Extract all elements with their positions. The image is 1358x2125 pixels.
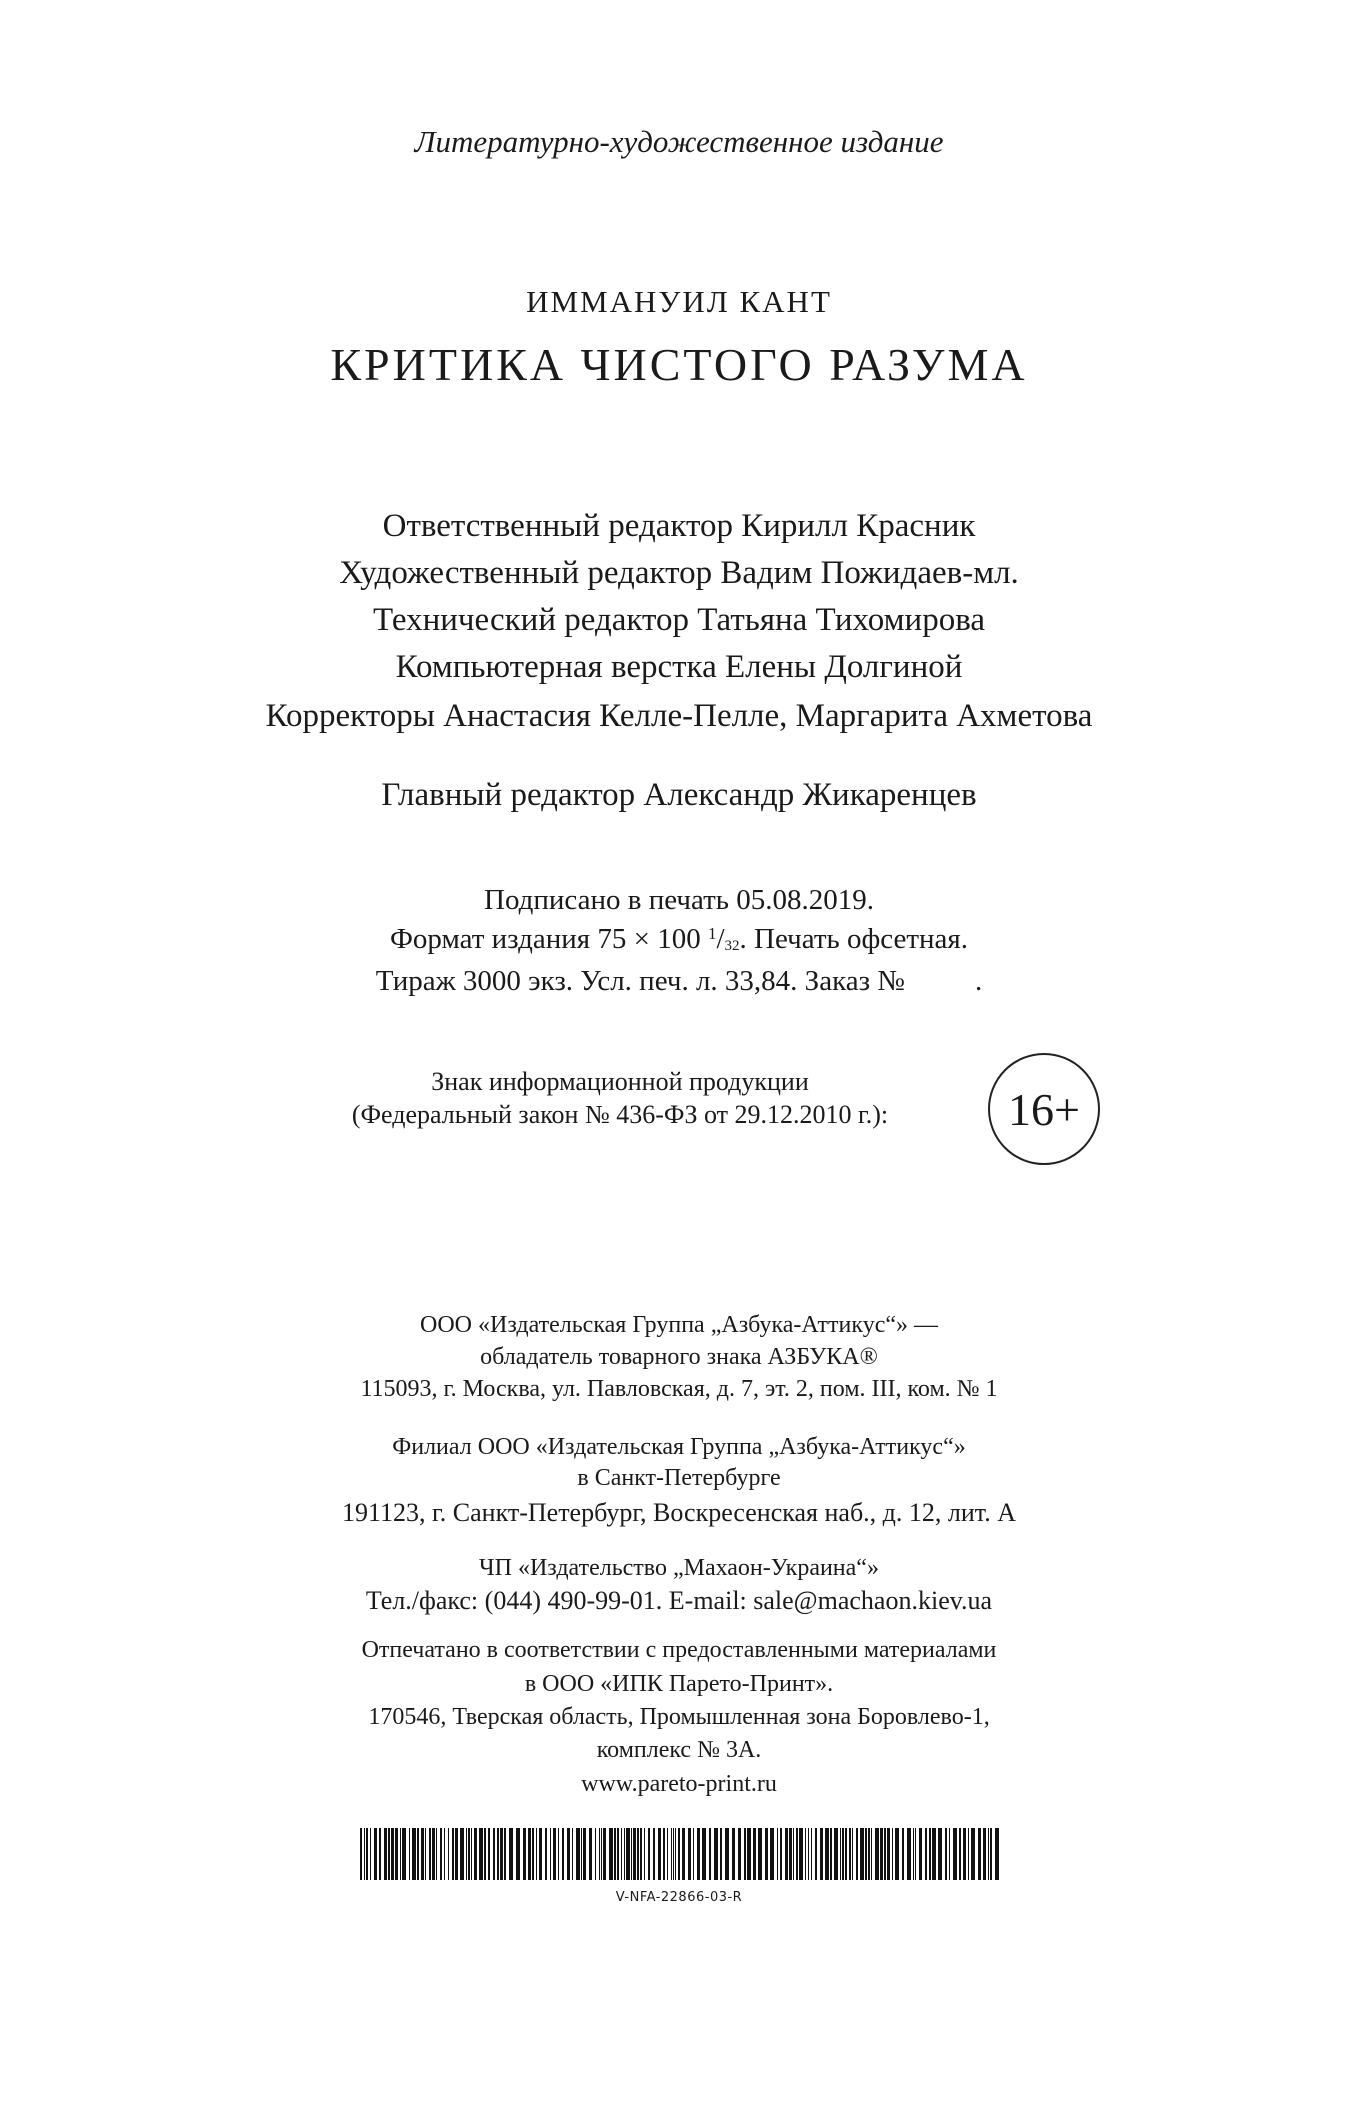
barcode-bar [770, 1828, 774, 1880]
barcode-bar [744, 1828, 746, 1880]
barcode-bar [553, 1828, 556, 1880]
print-format-denominator: 32 [724, 938, 740, 954]
print-signed-date: Подписано в печать 05.08.2019. [484, 884, 874, 916]
barcode-bar [488, 1828, 490, 1880]
barcode-bar [702, 1828, 706, 1880]
barcode-bar [725, 1828, 729, 1880]
credit-layout: Компьютерная верстка Елены Долгиной [395, 649, 963, 685]
barcode-bar [995, 1828, 999, 1880]
barcode-bar [793, 1828, 794, 1880]
barcode-bar [693, 1828, 694, 1880]
barcode-bar [523, 1828, 526, 1880]
barcode-bar [971, 1828, 975, 1880]
barcode-bar [516, 1828, 520, 1880]
print-circulation [0, 967, 1358, 996]
print-format: Формат издания 75 × 100 $^1$/32. Печать офсетная. [389, 923, 969, 955]
barcode-bar [379, 1828, 381, 1880]
barcode-bar [440, 1828, 442, 1880]
barcode-bar [963, 1828, 966, 1880]
barcode-bar [562, 1828, 564, 1880]
barcode-bar [796, 1828, 798, 1880]
credit-technical-editor: Технический редактор Татьяна Тихомирова [372, 602, 985, 638]
publisher-line-2: обладатель товарного знака АЗБУКА® [480, 1344, 878, 1370]
barcode-bar [907, 1828, 911, 1880]
barcode-bar [789, 1828, 792, 1880]
barcode-bar [919, 1828, 922, 1880]
credit-chief-editor: Главный редактор Александр Жикаренцев [381, 777, 977, 813]
barcode-bar [460, 1828, 464, 1880]
barcode-bar [887, 1828, 890, 1880]
barcode-bar [765, 1828, 768, 1880]
barcode-bar [852, 1828, 853, 1880]
barcode-bar [902, 1828, 904, 1880]
branch-line-1: Филиал ООО «Издательская Группа „Азбука-Аттикус“» [392, 1434, 966, 1460]
barcode-bar [366, 1828, 368, 1880]
barcode-bar [509, 1828, 513, 1880]
print-format-suffix: . Печать офсетная. [739, 923, 969, 955]
barcode-bar [747, 1828, 751, 1880]
barcode-bar [732, 1828, 735, 1880]
barcode-bar [539, 1828, 542, 1880]
barcode-bar [868, 1828, 870, 1880]
barcode-bar [671, 1828, 672, 1880]
barcode-bar [412, 1828, 416, 1880]
genre-label: Литературно-художественное издание [414, 124, 944, 159]
printer-line-1: Отпечатано в соответствии с предоставленными материалами [361, 1637, 997, 1663]
barcode-bar [468, 1828, 470, 1880]
barcode-bar [932, 1828, 936, 1880]
barcode-bar [808, 1828, 809, 1880]
ukraine-contacts: Тел./факс: (044) 490-99-01. E-mail: sale@machaon.kiev.ua [365, 1586, 993, 1615]
barcode-bar [697, 1828, 700, 1880]
barcode-bar [653, 1828, 655, 1880]
barcode-bar [871, 1828, 872, 1880]
barcode-bar [758, 1828, 762, 1880]
printer-line-2: в ООО «ИПК Парето-Принт». [524, 1671, 834, 1697]
barcode-bar [474, 1828, 477, 1880]
barcode-bar [929, 1828, 931, 1880]
barcode-bar [860, 1828, 864, 1880]
barcode-bar [550, 1828, 551, 1880]
barcode-bar [583, 1828, 586, 1880]
branch-address: 191123, г. Санкт-Петербург, Воскресенская наб., д. 12, лит. А [342, 1498, 1016, 1527]
barcode-bar [938, 1828, 942, 1880]
barcode-bar [417, 1828, 419, 1880]
barcode-bar [640, 1828, 642, 1880]
barcode-bar [830, 1828, 832, 1880]
barcode-bar [688, 1828, 691, 1880]
barcode-bar [675, 1828, 676, 1880]
publisher-line-1: ООО «Издательская Группа „Азбука-Аттикус“» — [420, 1312, 938, 1338]
barcode-bar [621, 1828, 622, 1880]
barcode-bar [432, 1828, 435, 1880]
barcode-bar [799, 1828, 803, 1880]
barcode-bar [388, 1828, 390, 1880]
barcode-bar [471, 1828, 472, 1880]
barcode-bar [953, 1828, 957, 1880]
barcode-bar [493, 1828, 495, 1880]
barcode-bar [709, 1828, 711, 1880]
age-rating-badge [988, 1053, 1100, 1165]
barcode-bar [880, 1828, 883, 1880]
barcode-bar [988, 1828, 989, 1880]
barcode-image [360, 1828, 1000, 1880]
barcode-bar [436, 1828, 437, 1880]
barcode-bar [603, 1828, 606, 1880]
barcode-bar [532, 1828, 534, 1880]
barcode-bar [617, 1828, 619, 1880]
barcode-bar [370, 1828, 371, 1880]
barcode-bar [738, 1828, 741, 1880]
barcode-bar [811, 1828, 812, 1880]
barcode-bar [658, 1828, 661, 1880]
barcode-bar [558, 1828, 559, 1880]
barcode-bar [842, 1828, 844, 1880]
barcode-bar [945, 1828, 947, 1880]
barcode-bar [849, 1828, 851, 1880]
barcode-bar [820, 1828, 823, 1880]
age-rating-label-line1: Знак информационной продукции [431, 1067, 809, 1096]
barcode-bar [567, 1828, 570, 1880]
barcode-bar [785, 1828, 788, 1880]
barcode-bar [913, 1828, 914, 1880]
barcode-bar [402, 1828, 406, 1880]
barcode-bar [536, 1828, 537, 1880]
barcode-bar [840, 1828, 841, 1880]
barcode-bar [581, 1828, 582, 1880]
barcode-bar [856, 1828, 858, 1880]
barcode-bar [678, 1828, 680, 1880]
barcode-bar [545, 1828, 547, 1880]
barcode-bar [395, 1828, 398, 1880]
barcode-bar [455, 1828, 458, 1880]
barcode-bar [484, 1828, 486, 1880]
barcode-bar [364, 1828, 365, 1880]
age-rating-value: 16+ [1008, 1083, 1080, 1135]
barcode-bar [892, 1828, 893, 1880]
barcode-bar [825, 1828, 829, 1880]
barcode-bar [599, 1828, 600, 1880]
barcode-bar [714, 1828, 718, 1880]
barcode-bar [834, 1828, 838, 1880]
print-circulation-end: . [974, 965, 983, 997]
barcode-bar [624, 1828, 625, 1880]
print-format-numerator: 1 [707, 924, 717, 943]
barcode-bar [631, 1828, 632, 1880]
barcode-bar [777, 1828, 778, 1880]
barcode-bar [990, 1828, 992, 1880]
barcode-bar [452, 1828, 454, 1880]
barcode-bar [978, 1828, 981, 1880]
barcode-bar [780, 1828, 782, 1880]
ukraine-publisher: ЧП «Издательство „Махаон-Украина“» [479, 1555, 879, 1581]
barcode-bar [949, 1828, 950, 1880]
barcode-bar [384, 1828, 387, 1880]
barcode-bar [720, 1828, 722, 1880]
author-name: ИММАНУИЛ КАНТ [526, 284, 832, 319]
barcode-bar [576, 1828, 580, 1880]
barcode-bar [845, 1828, 847, 1880]
credit-responsible-editor: Ответственный редактор Кирилл Красник [382, 508, 976, 544]
barcode-bar [959, 1828, 961, 1880]
book-title: КРИТИКА ЧИСТОГО РАЗУМА [330, 339, 1028, 390]
barcode-bar [663, 1828, 665, 1880]
barcode-bar [633, 1828, 636, 1880]
print-format-prefix: Формат издания 75 × 100 [389, 923, 708, 955]
barcode-code: V-NFA-22866-03-R [615, 1890, 743, 1905]
barcode-bar [875, 1828, 879, 1880]
publisher-address: 115093, г. Москва, ул. Павловская, д. 7, эт. 2, пом. III, ком. № 1 [360, 1376, 998, 1402]
credit-art-editor: Художественный редактор Вадим Пожидаев-мл. [339, 555, 1019, 591]
barcode-bar [865, 1828, 867, 1880]
barcode-bar [915, 1828, 916, 1880]
barcode-bar [360, 1828, 362, 1880]
barcode-bar [753, 1828, 756, 1880]
barcode-bar [614, 1828, 616, 1880]
barcode-bar [983, 1828, 986, 1880]
barcode-bar [673, 1828, 674, 1880]
print-circulation-text: Тираж 3000 экз. Усл. печ. л. 33,84. Заказ № [375, 965, 905, 997]
printer-line-4: комплекс № 3А. [596, 1737, 762, 1763]
barcode-bar [448, 1828, 449, 1880]
barcode-bar [528, 1828, 531, 1880]
barcode-bar [644, 1828, 645, 1880]
barcode-bar [400, 1828, 401, 1880]
barcode-bar [497, 1828, 499, 1880]
barcode-bar [425, 1828, 426, 1880]
branch-line-2: в Санкт-Петербурге [577, 1465, 781, 1491]
barcode-bar [589, 1828, 592, 1880]
barcode-bar [500, 1828, 503, 1880]
barcode-bar [429, 1828, 431, 1880]
barcode-bar [626, 1828, 630, 1880]
barcode-bar [667, 1828, 668, 1880]
barcode-bar [682, 1828, 685, 1880]
barcode-bar [805, 1828, 806, 1880]
barcode-bar [884, 1828, 886, 1880]
barcode-bar [925, 1828, 927, 1880]
barcode-bar [648, 1828, 650, 1880]
barcode-bar [421, 1828, 424, 1880]
barcode-bar [609, 1828, 613, 1880]
age-rating-label-line2: (Федеральный закон № 436-ФЗ от 29.12.2010 г.): [351, 1099, 889, 1129]
barcode-bar [409, 1828, 410, 1880]
printer-line-3: 170546, Тверская область, Промышленная зона Боровлево-1, [368, 1704, 990, 1730]
barcode-bar [466, 1828, 467, 1880]
barcode-bar [601, 1828, 602, 1880]
barcode-bar [504, 1828, 506, 1880]
credit-proofreaders: Корректоры Анастасия Келле-Пелле, Маргарита Ахметова [265, 698, 1093, 734]
barcode-bar [595, 1828, 596, 1880]
barcode-bar [479, 1828, 483, 1880]
barcode-bar [637, 1828, 639, 1880]
age-rating-label [280, 1066, 960, 1131]
printer-website: www.pareto-print.ru [581, 1771, 777, 1797]
barcode-bar [572, 1828, 573, 1880]
barcode-bar [815, 1828, 817, 1880]
barcode-bar [374, 1828, 377, 1880]
barcode-bar [895, 1828, 899, 1880]
barcode-bar [391, 1828, 394, 1880]
barcode-bar [444, 1828, 445, 1880]
barcode-bar [968, 1828, 969, 1880]
